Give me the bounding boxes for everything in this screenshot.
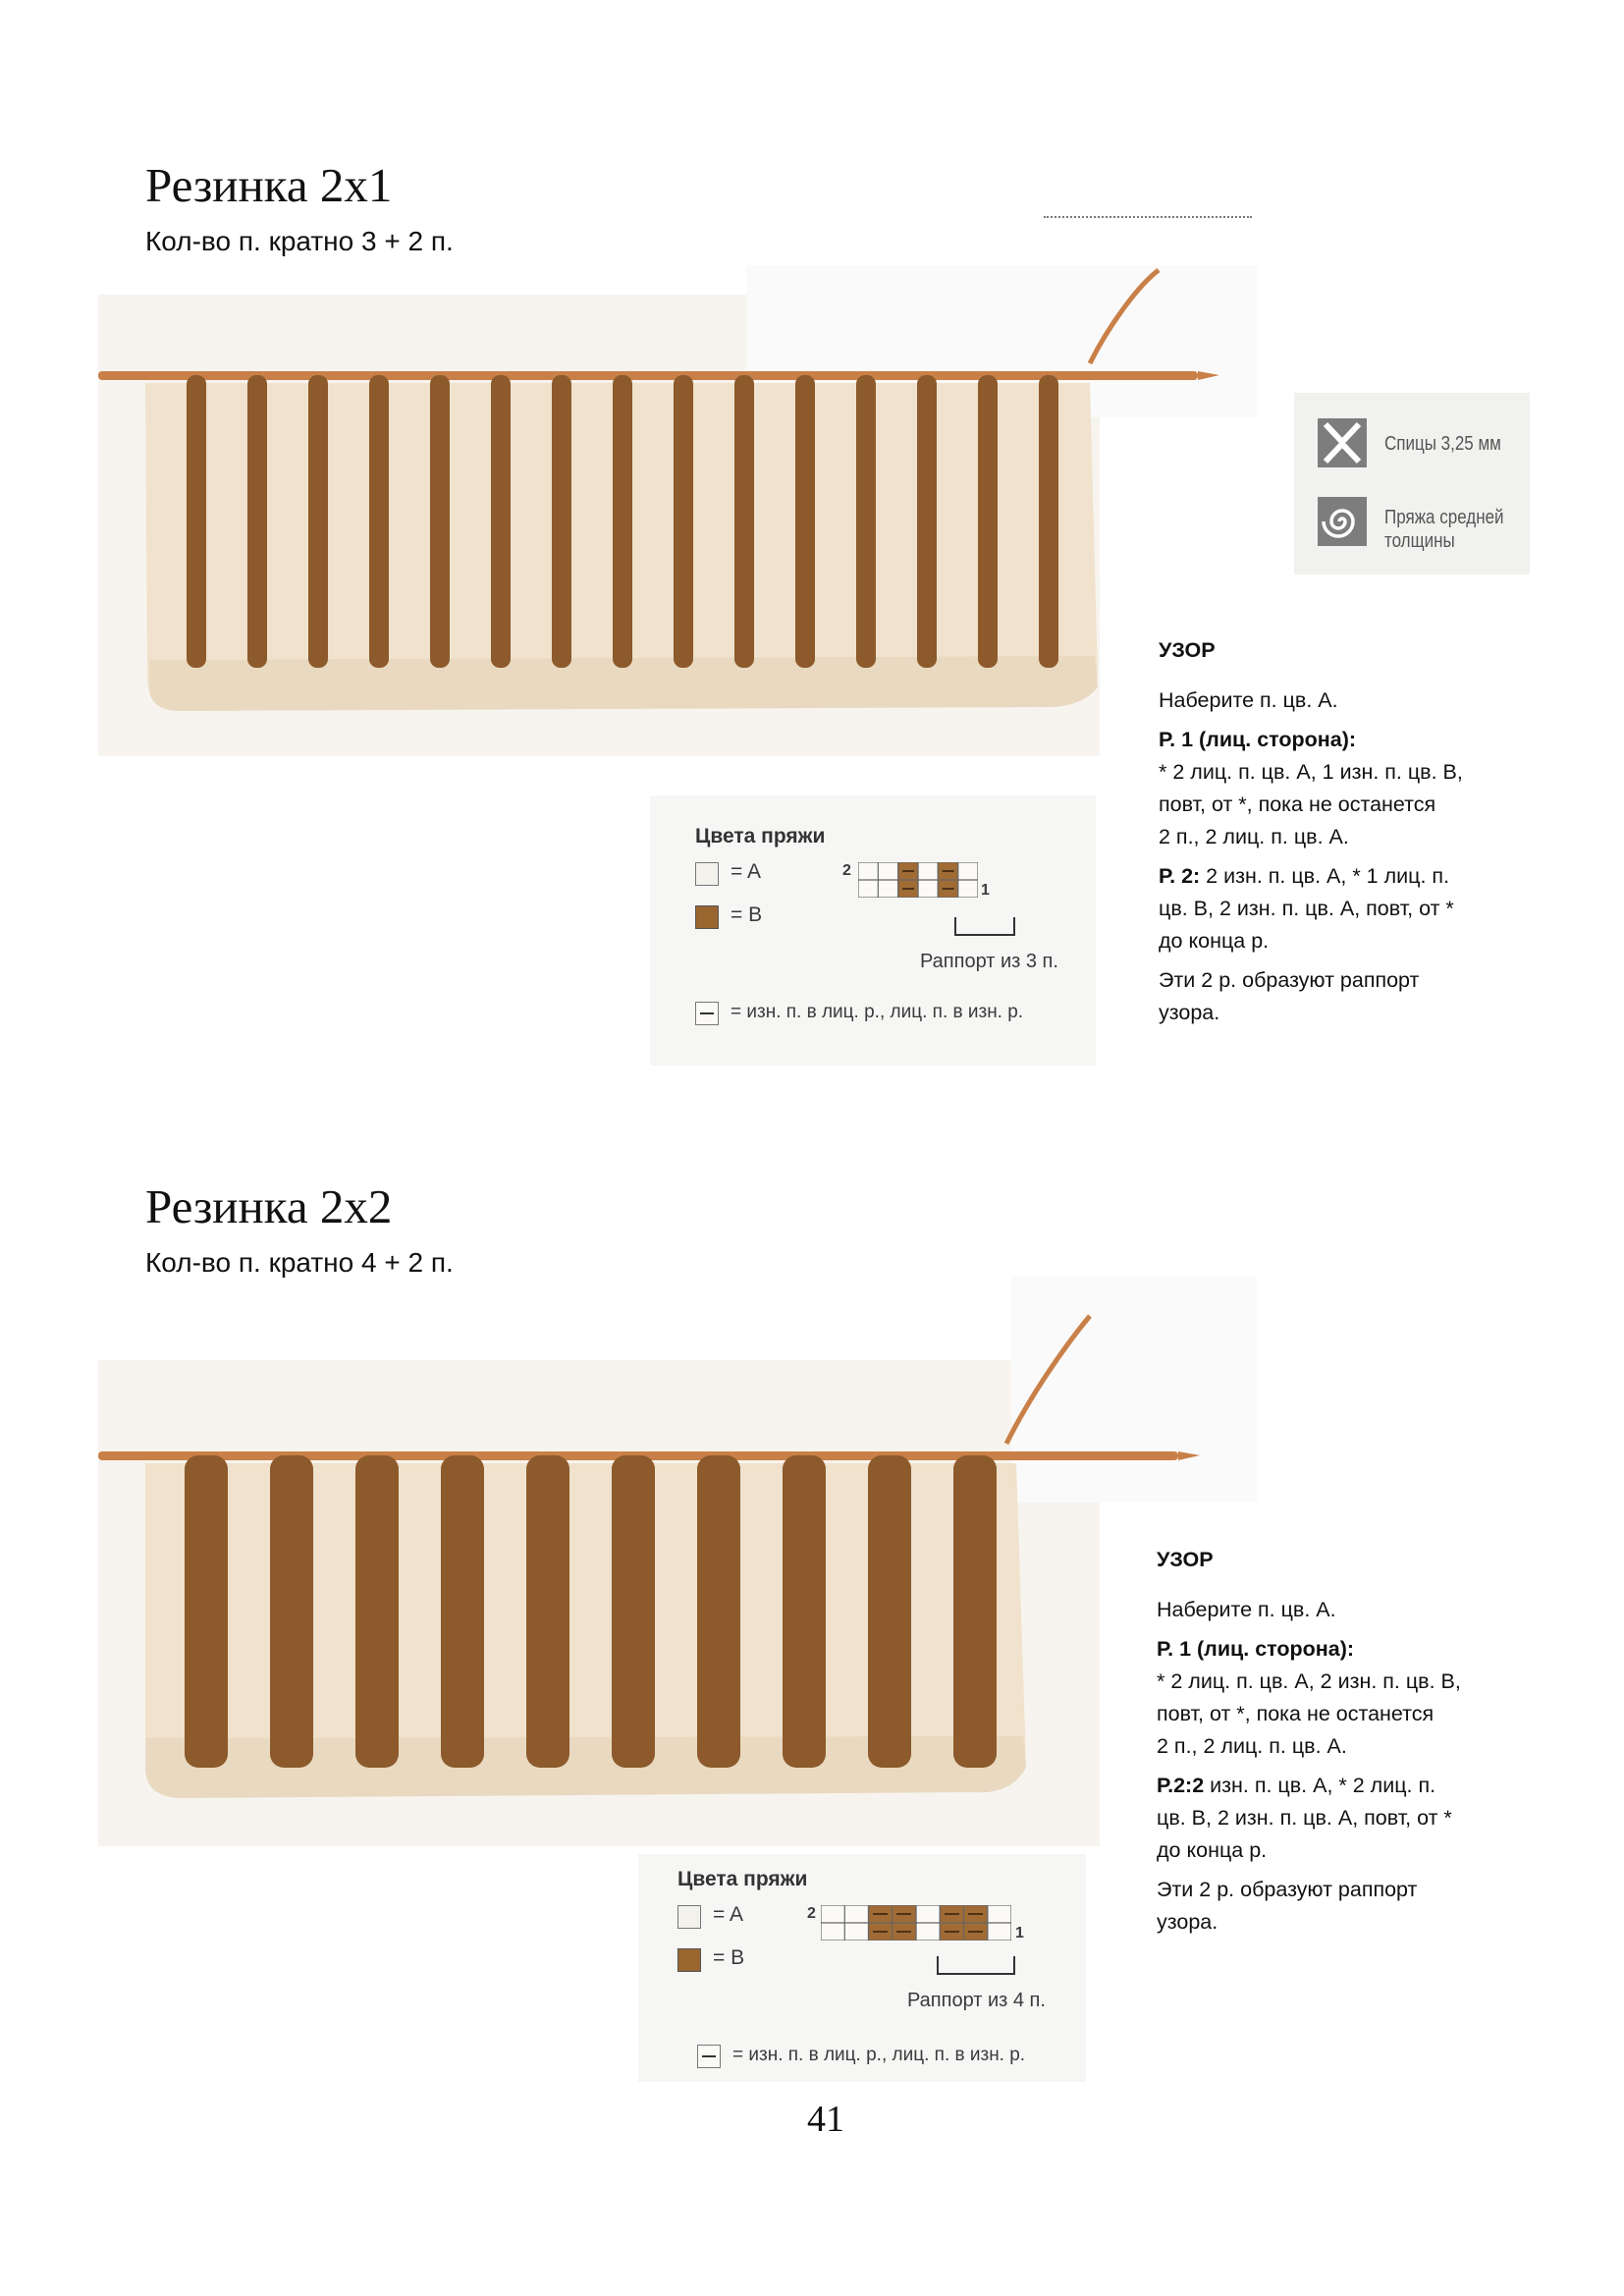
pattern-cast-on: Наберите п. цв. А. <box>1157 1598 1336 1621</box>
purl-symbol-label: = изн. п. в лиц. р., лиц. п. в изн. р. <box>732 2045 1026 2065</box>
pattern-row2 <box>1157 1770 1510 1867</box>
pattern-note <box>1157 1874 1510 1939</box>
section1-chart-legend <box>650 795 1096 1066</box>
pattern-cast-on: Наберите п. цв. А. <box>1159 688 1338 712</box>
note-line1: Эти 2 р. образуют раппорт <box>1157 1878 1418 1901</box>
pattern-row2 <box>1159 860 1512 957</box>
pattern-row1 <box>1157 1633 1510 1763</box>
row1-line1: * 2 лиц. п. цв. А, 1 изн. п. цв. В, <box>1159 760 1463 784</box>
repeat-bracket <box>937 1956 1015 1976</box>
repeat-label: Раппорт из 4 п. <box>907 1990 1046 2011</box>
row1-line2: повт, от *, пока не останется <box>1157 1702 1435 1725</box>
pattern-heading: УЗОР <box>1159 638 1216 662</box>
section1-subtitle: Кол-во п. кратно 3 + 2 п. <box>145 226 454 256</box>
swatch-color-b <box>677 1948 701 1972</box>
row2-line2: цв. В, 2 изн. п. цв. А, повт, от * <box>1159 897 1454 920</box>
note-line2: узора. <box>1159 1001 1220 1024</box>
repeat-label: Раппорт из 3 п. <box>920 951 1058 972</box>
chart-row2-number: 2 <box>842 862 851 879</box>
section2-title: Резинка 2x2 <box>145 1179 393 1233</box>
yarn-icon <box>1318 497 1367 546</box>
color-a-label: = A <box>731 860 761 883</box>
swatch-color-b <box>695 905 719 929</box>
swatch-stripes-2x1 <box>187 375 1058 668</box>
yarn-label-line2: толщины <box>1384 530 1455 552</box>
row2-line1: изн. п. цв. А, * 2 лиц. п. <box>1204 1774 1436 1797</box>
row1-label: Р. 1 (лиц. сторона): <box>1159 728 1357 751</box>
row2-line3: до конца р. <box>1159 929 1270 953</box>
note-line1: Эти 2 р. образуют раппорт <box>1159 968 1420 992</box>
color-b-label: = B <box>713 1946 745 1969</box>
pattern-row1 <box>1159 724 1512 853</box>
section2-subtitle: Кол-во п. кратно 4 + 2 п. <box>145 1247 454 1278</box>
section2-pattern <box>1157 1544 1510 1945</box>
swatch-color-a <box>695 862 719 886</box>
swatch-color-a <box>677 1905 701 1929</box>
dotted-rule <box>1044 216 1252 218</box>
row2-label: Р. 2: <box>1159 864 1201 888</box>
repeat-bracket <box>954 917 1015 937</box>
section1-pattern <box>1159 634 1512 1036</box>
section1-title: Резинка 2x1 <box>145 158 393 212</box>
chart-row1-number: 1 <box>1015 1925 1024 1941</box>
row2-line3: до конца р. <box>1157 1838 1268 1862</box>
row2-label: Р.2:2 <box>1157 1774 1205 1797</box>
color-b-label: = B <box>731 903 763 926</box>
chart-row1-number: 1 <box>981 882 990 899</box>
legend-title: Цвета пряжи <box>677 1868 808 1890</box>
tools-infobox <box>1294 393 1530 574</box>
needles-icon <box>1318 418 1367 467</box>
swatch-photo-2x2 <box>98 1277 1257 1846</box>
color-a-label: = A <box>713 1903 743 1926</box>
row1-line3: 2 п., 2 лиц. п. цв. А. <box>1157 1734 1347 1758</box>
needles-label: Спицы 3,25 мм <box>1384 433 1501 455</box>
note-line2: узора. <box>1157 1910 1218 1934</box>
row1-line1: * 2 лиц. п. цв. А, 2 изн. п. цв. В, <box>1157 1669 1461 1693</box>
section2-chart-legend <box>638 1854 1086 2082</box>
purl-symbol-icon <box>697 2045 721 2068</box>
swatch-photo-2x1 <box>98 265 1257 756</box>
page-number: 41 <box>807 2099 844 2140</box>
yarn-label-line1: Пряжа средней <box>1384 507 1504 528</box>
legend-title: Цвета пряжи <box>695 825 826 847</box>
pattern-note <box>1159 964 1512 1029</box>
pattern-heading: УЗОР <box>1157 1548 1214 1571</box>
stitch-chart-2x1 <box>858 862 978 898</box>
row2-line2: цв. В, 2 изн. п. цв. А, повт, от * <box>1157 1806 1452 1830</box>
row1-line2: повт, от *, пока не останется <box>1159 793 1436 816</box>
purl-symbol-icon <box>695 1002 719 1025</box>
stitch-chart-2x2 <box>821 1905 1011 1941</box>
purl-symbol-label: = изн. п. в лиц. р., лиц. п. в изн. р. <box>731 1002 1024 1022</box>
row1-line3: 2 п., 2 лиц. п. цв. А. <box>1159 825 1349 848</box>
row2-line1: 2 изн. п. цв. А, * 1 лиц. п. <box>1200 864 1450 888</box>
chart-row2-number: 2 <box>807 1905 816 1922</box>
row1-label: Р. 1 (лиц. сторона): <box>1157 1637 1355 1661</box>
